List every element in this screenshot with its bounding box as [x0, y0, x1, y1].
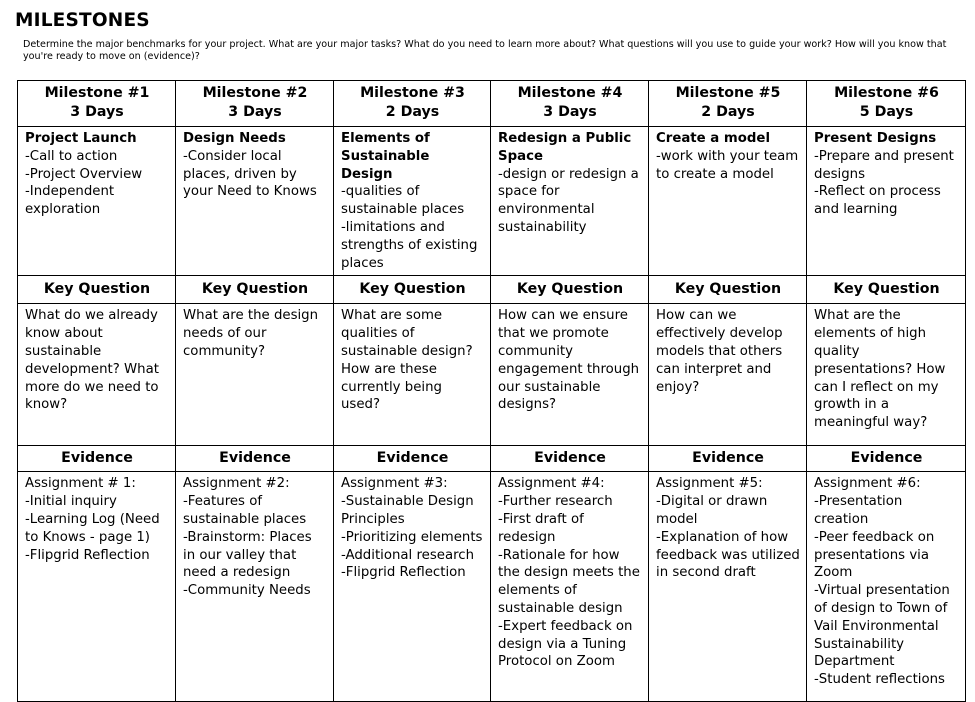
evidence-4 [491, 472, 649, 702]
milestone-name: Milestone #2 [202, 85, 308, 101]
task-line: -qualities of sustainable places [341, 184, 465, 218]
key-question-label: Key Question [334, 276, 491, 304]
milestone-name: Milestone #1 [44, 85, 150, 101]
milestone-task-2 [176, 127, 334, 276]
task-title: Create a model [656, 131, 770, 146]
milestone-task-1 [18, 127, 176, 276]
milestone-name: Milestone #3 [360, 85, 465, 101]
evidence-line: -Peer feedback on presentations via Zoom [814, 529, 935, 581]
task-title: Present Designs [814, 131, 937, 146]
milestone-duration: 5 Days [859, 104, 914, 120]
task-line: -Prepare and present designs [814, 148, 954, 182]
evidence-line: -Rationale for how the design meets the elements of sustainable design [498, 547, 640, 616]
evidence-line: -Flipgrid Reflection [25, 547, 150, 563]
key-question-6: What are the elements of high quality presentations? How can I reflect on my growth in a meaningful way? [807, 304, 966, 446]
evidence-header-row [18, 446, 966, 472]
evidence-label: Evidence [491, 446, 649, 472]
evidence-label: Evidence [334, 446, 491, 472]
milestone-duration: 2 Days [385, 104, 440, 120]
milestone-task-5 [649, 127, 807, 276]
milestone-name: Milestone #6 [834, 85, 939, 101]
key-question-row [18, 304, 966, 446]
evidence-line: Assignment #5: [656, 476, 763, 492]
evidence-line: Assignment # 1: [25, 476, 136, 492]
evidence-6 [807, 472, 966, 702]
task-line: -Reflect on process and learning [814, 184, 941, 218]
task-line: -work with your team to create a model [656, 148, 799, 182]
task-line: -Call to action [25, 148, 118, 164]
evidence-3 [334, 472, 491, 702]
key-question-2: What are the design needs of our community? [176, 304, 334, 446]
milestone-name: Milestone #5 [675, 85, 781, 101]
evidence-5 [649, 472, 807, 702]
milestone-task-3 [334, 127, 491, 276]
evidence-line: -Expert feedback on design via a Tuning Protocol on Zoom [498, 618, 633, 670]
evidence-line: -Additional research [341, 547, 475, 563]
key-question-label: Key Question [18, 276, 176, 304]
evidence-line: -Presentation creation [814, 494, 903, 527]
task-title: Redesign a Public Space [498, 131, 632, 164]
evidence-line: -Digital or drawn model [656, 494, 768, 527]
evidence-label: Evidence [649, 446, 807, 472]
evidence-line: -Virtual presentation of design to Town of Vail Environmental Sustainability Department [814, 583, 950, 670]
key-question-label: Key Question [649, 276, 807, 304]
task-title: Elements of Sustainable Design [341, 131, 430, 182]
task-line: -limitations and strengths of existing places [341, 219, 478, 271]
milestone-header-5 [649, 81, 807, 127]
evidence-line: -Sustainable Design Principles [341, 494, 474, 527]
evidence-line: -Learning Log (Need to Knows - page 1) [25, 511, 160, 545]
evidence-line: Assignment #3: [341, 476, 448, 492]
evidence-line: -First draft of redesign [498, 511, 584, 545]
task-line: -Consider local places, driven by your Need to Knows [183, 148, 317, 200]
task-line: -Project Overview [25, 166, 143, 182]
milestone-header-6 [807, 81, 966, 127]
evidence-row [18, 472, 966, 702]
evidence-1 [18, 472, 176, 702]
milestone-duration: 3 Days [543, 104, 597, 120]
milestone-task-4 [491, 127, 649, 276]
key-question-label: Key Question [491, 276, 649, 304]
milestone-task-row [18, 127, 966, 276]
evidence-line: -Explanation of how feedback was utilized in second draft [656, 529, 800, 581]
evidence-line: -Flipgrid Reflection [341, 565, 466, 581]
evidence-line: -Prioritizing elements [341, 529, 483, 545]
key-question-label: Key Question [807, 276, 966, 304]
evidence-line: Assignment #2: [183, 476, 290, 492]
evidence-line: -Initial inquiry [25, 494, 117, 510]
evidence-line: -Further research [498, 494, 613, 510]
task-title: Project Launch [25, 131, 137, 146]
milestone-task-6 [807, 127, 966, 276]
evidence-label: Evidence [176, 446, 334, 472]
evidence-line: -Community Needs [183, 583, 311, 599]
task-title: Design Needs [183, 131, 286, 146]
milestone-header-2 [176, 81, 334, 127]
intro-text: Determine the major benchmarks for your project. What are your major tasks? What do you need to learn more about? What questions will you use to guide your work? How will you know that you're ready to move on (evidence)? [23, 39, 947, 62]
task-line: -Independent exploration [25, 184, 115, 218]
evidence-line: -Features of sustainable places [183, 494, 307, 527]
key-question-3: What are some qualities of sustainable design? How are these currently being used? [334, 304, 491, 446]
milestones-table [17, 80, 966, 702]
milestone-duration: 3 Days [70, 104, 124, 120]
page-title: MILESTONES [15, 10, 150, 31]
evidence-line: -Brainstorm: Places in our valley that need a redesign [183, 529, 312, 581]
milestone-header-3 [334, 81, 491, 127]
milestone-header-4 [491, 81, 649, 127]
task-line: -design or redesign a space for environmental sustainability [498, 166, 639, 235]
evidence-2 [176, 472, 334, 702]
milestone-duration: 3 Days [228, 104, 282, 120]
key-question-header-row [18, 276, 966, 304]
evidence-label: Evidence [807, 446, 966, 472]
key-question-label: Key Question [176, 276, 334, 304]
evidence-line: Assignment #4: [498, 476, 605, 492]
evidence-line: Assignment #6: [814, 476, 921, 492]
milestone-name: Milestone #4 [517, 85, 623, 101]
evidence-label: Evidence [18, 446, 176, 472]
key-question-1: What do we already know about sustainable development? What more do we need to know? [18, 304, 176, 446]
evidence-line: -Student reflections [814, 672, 945, 688]
milestone-header-1 [18, 81, 176, 127]
milestone-header-row [18, 81, 966, 127]
key-question-5: How can we effectively develop models that others can interpret and enjoy? [649, 304, 807, 446]
key-question-4: How can we ensure that we promote community engagement through our sustainable designs? [491, 304, 649, 446]
milestone-duration: 2 Days [701, 104, 755, 120]
